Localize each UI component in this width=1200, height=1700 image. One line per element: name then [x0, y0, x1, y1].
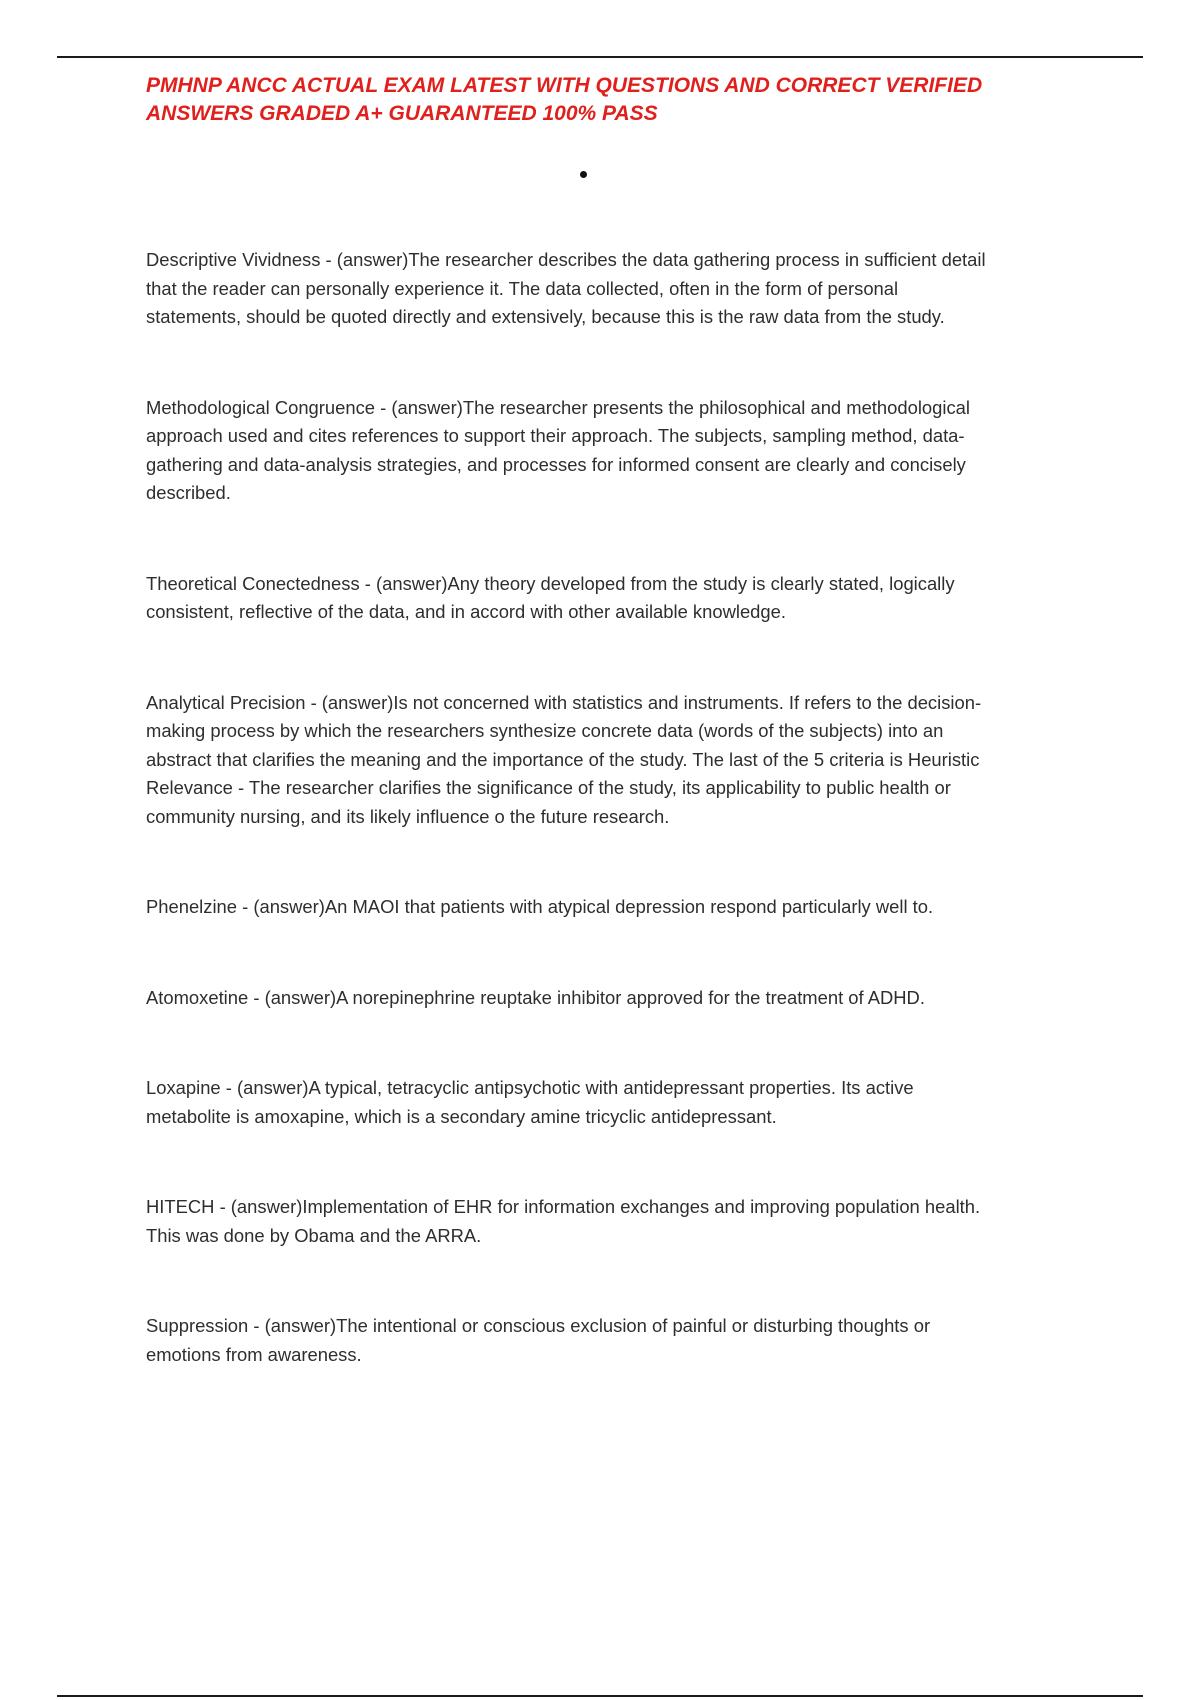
- entry-line: Analytical Precision - (answer)Is not concerned with statistics and instruments. If refers to the decision-: [146, 691, 982, 713]
- entry-line: Phenelzine - (answer)An MAOI that patients with atypical depression respond particularly well to.: [146, 896, 934, 917]
- entry-line: Atomoxetine - (answer)A norepinephrine reuptake inhibitor approved for the treatment of ADHD.: [146, 986, 925, 1008]
- entry-line: Methodological Congruence - (answer)The researcher presents the philosophical and methodological: [146, 396, 970, 418]
- document-title: [146, 72, 1086, 128]
- qa-entry-suppression: [146, 1312, 1086, 1369]
- qa-entry-atomoxetine: [146, 984, 1086, 1013]
- entry-line: approach used and cites references to support their approach. The subjects, sampling method, data-: [146, 425, 965, 446]
- entry-line: described.: [146, 482, 231, 503]
- qa-entry-phenelzine: [146, 893, 1086, 922]
- entry-line: Descriptive Vividness - (answer)The researcher describes the data gathering process in sufficient detail: [146, 249, 986, 270]
- qa-entry-hitech: [146, 1193, 1086, 1250]
- entry-line: Suppression - (answer)The intentional or conscious exclusion of painful or disturbing thoughts or: [146, 1315, 931, 1336]
- entry-line: community nursing, and its likely influence o the future research.: [146, 805, 670, 827]
- entry-line: HITECH - (answer)Implementation of EHR for information exchanges and improving population health.: [146, 1196, 981, 1217]
- bottom-rule: [57, 1695, 1143, 1697]
- entry-line: abstract that clarifies the meaning and the importance of the study. The last of the 5 criteria is Heuristic: [146, 748, 980, 770]
- qa-entry-analytical-precision: [146, 689, 1086, 832]
- entry-line: Relevance - The researcher clarifies the significance of the study, its applicability to public health or: [146, 777, 951, 798]
- qa-entry-descriptive-vividness: [146, 246, 1086, 332]
- bullet-dot: [580, 171, 587, 178]
- entry-line: gathering and data-analysis strategies, and processes for informed consent are clearly and concisely: [146, 453, 966, 475]
- qa-entry-theoretical-conectedness: [146, 570, 1086, 627]
- top-rule: [57, 56, 1143, 58]
- entry-line: statements, should be quoted directly and extensively, because this is the raw data from the study.: [146, 306, 945, 327]
- entry-line: emotions from awareness.: [146, 1343, 362, 1365]
- entry-line: that the reader can personally experience it. The data collected, often in the form of personal: [146, 277, 899, 299]
- title-line: PMHNP ANCC ACTUAL EXAM LATEST WITH QUESTIONS AND CORRECT VERIFIED: [146, 74, 983, 97]
- entry-line: Theoretical Conectedness - (answer)Any theory developed from the study is clearly stated, logically: [146, 572, 955, 594]
- entry-line: consistent, reflective of the data, and in accord with other available knowledge.: [146, 601, 786, 622]
- qa-entry-methodological-congruence: [146, 394, 1086, 508]
- qa-entries: [146, 246, 1086, 1369]
- qa-entry-loxapine: [146, 1074, 1086, 1131]
- entry-line: metabolite is amoxapine, which is a secondary amine tricyclic antidepressant.: [146, 1105, 777, 1127]
- entry-line: making process by which the researchers synthesize concrete data (words of the subjects) into an: [146, 720, 944, 741]
- entry-line: This was done by Obama and the ARRA.: [146, 1224, 482, 1246]
- title-line: ANSWERS GRADED A+ GUARANTEED 100% PASS: [146, 102, 658, 125]
- entry-line: Loxapine - (answer)A typical, tetracyclic antipsychotic with antidepressant properties. Its active: [146, 1077, 914, 1098]
